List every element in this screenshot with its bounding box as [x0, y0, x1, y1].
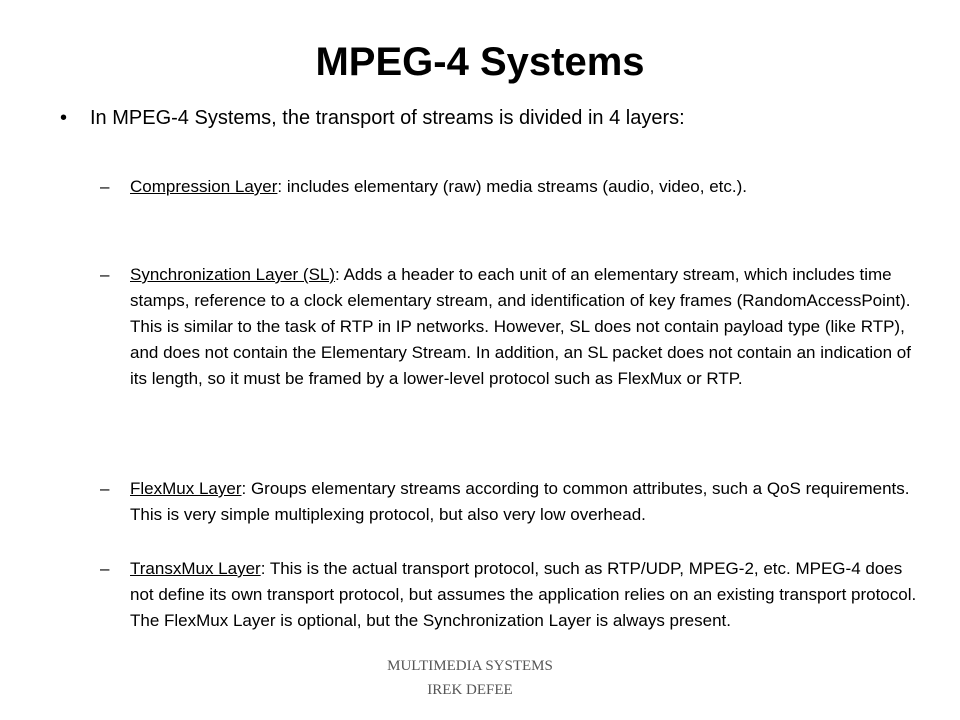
- dash-marker: –: [100, 479, 110, 498]
- layer-separator: :: [277, 177, 287, 196]
- layer-term: Compression Layer: [130, 177, 278, 196]
- footer-line-author: IREK DEFEE: [427, 682, 513, 698]
- layer-text: [130, 262, 930, 392]
- layer-separator: :: [260, 559, 270, 578]
- slide-title: MPEG-4 Systems: [315, 40, 645, 84]
- layer-term: TransxMux Layer: [130, 559, 261, 578]
- layer-text: [130, 174, 930, 200]
- layer-separator: :: [241, 479, 251, 498]
- footer-line-course: MULTIMEDIA SYSTEMS: [387, 658, 553, 674]
- bullet-marker: •: [60, 107, 68, 129]
- layer-text: [130, 556, 930, 634]
- layer-description: includes elementary (raw) media streams (audio, video, etc.).: [286, 177, 747, 196]
- layer-text: [130, 476, 930, 528]
- dash-marker: –: [100, 265, 110, 284]
- layer-description: Adds a header to each unit of an elementary stream, which includes time stamps, reference to a clock elementary stream, and identification of key frames (RandomAccessPoint). This is similar to the task of RTP in IP networks. However, SL does not contain payload type (like RTP), and does not contain the Elementary Stream. In addition, an SL packet does not contain an indication of its length, so it must be framed by a lower-level protocol such as FlexMux or RTP.: [130, 265, 911, 388]
- layer-term: FlexMux Layer: [130, 479, 242, 498]
- dash-marker: –: [100, 559, 110, 578]
- layer-description: Groups elementary streams according to common attributes, such a QoS requirements. This is very simple multiplexing protocol, but also very low overhead.: [130, 479, 910, 524]
- dash-marker: –: [100, 177, 110, 196]
- layer-description: This is the actual transport protocol, such as RTP/UDP, MPEG-2, etc. MPEG-4 does not define its own transport protocol, but assumes the application relies on an existing transport protocol. The FlexMux Layer is optional, but the Synchronization Layer is always present.: [130, 559, 917, 630]
- intro-text: In MPEG-4 Systems, the transport of streams is divided in 4 layers:: [90, 107, 685, 129]
- layer-separator: :: [335, 265, 344, 284]
- layer-term: Synchronization Layer (SL): [130, 265, 336, 284]
